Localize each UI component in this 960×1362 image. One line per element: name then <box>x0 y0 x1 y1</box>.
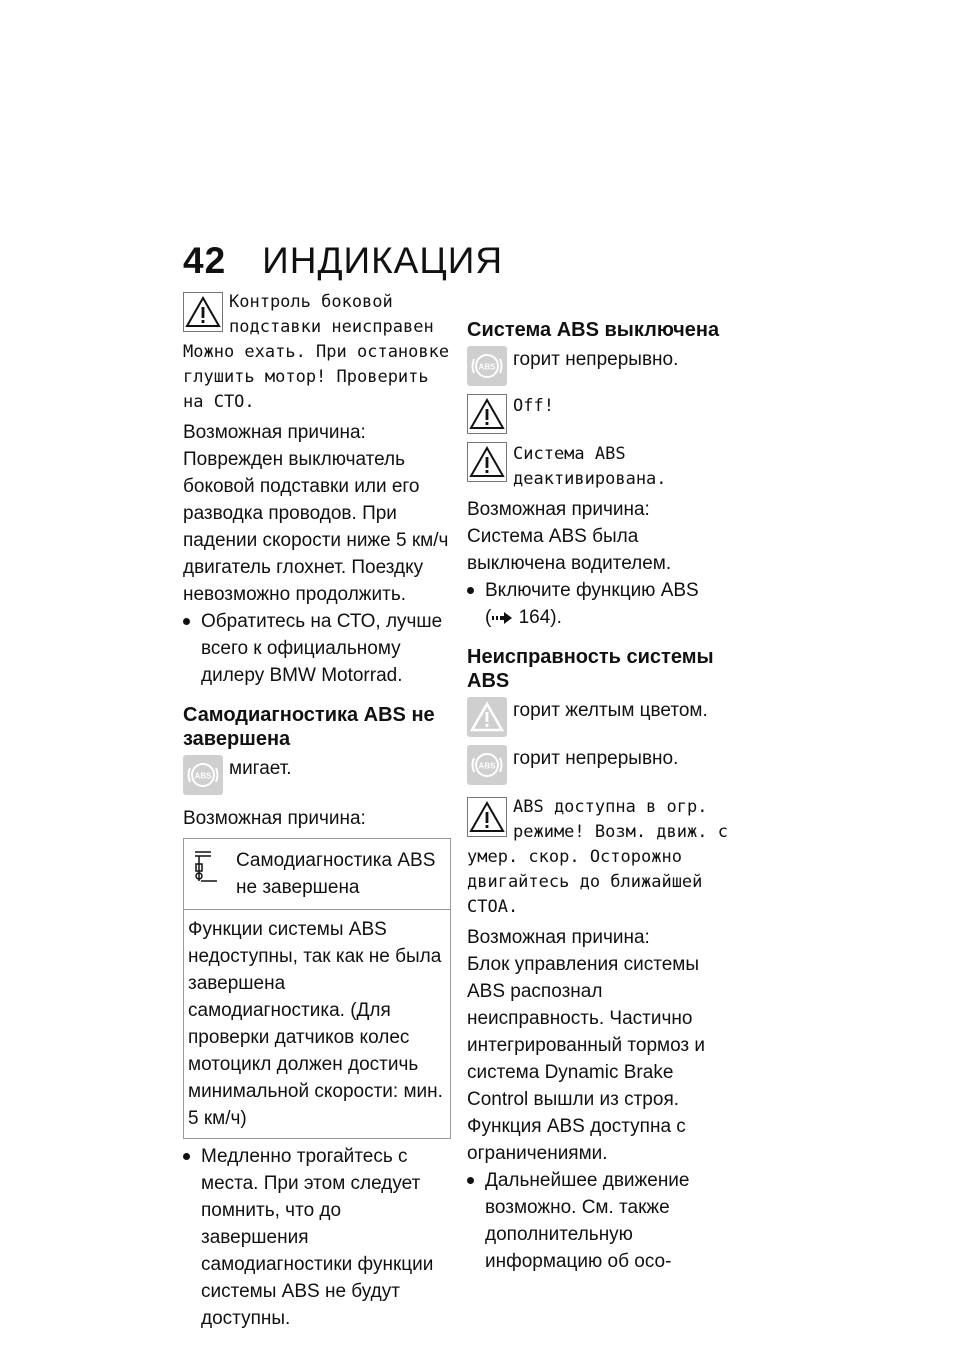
right-column <box>467 290 737 1275</box>
abs-yellow-row <box>467 697 737 737</box>
off-text: Off! <box>513 396 554 416</box>
svg-text:ABS: ABS <box>194 771 212 781</box>
info-box-header <box>184 839 450 910</box>
list-item <box>467 577 737 631</box>
list-item: Медленно трогайтесь с места. При этом следует помнить, что до завершения самодиагностики функции системы ABS не будут доступны. <box>183 1143 451 1332</box>
left-column <box>183 290 451 1332</box>
blink-status: мигает. <box>229 758 292 779</box>
abs-lit-row <box>467 745 737 785</box>
list-item: Дальнейшее движение возможно. См. также дополнительную информацию об осо- <box>467 1167 737 1275</box>
page-title: ИНДИКАЦИЯ <box>262 240 504 281</box>
warning-triangle-icon <box>467 394 507 434</box>
cause-text: Система ABS была выключена водителем. <box>467 526 672 574</box>
reference-arrow-icon <box>491 612 513 624</box>
warning-triangle-icon <box>467 797 507 837</box>
warning-triangle-icon <box>183 292 223 332</box>
page-header <box>183 240 503 282</box>
bullet-text: Включите функцию ABS <box>485 580 699 601</box>
cause-label: Возможная причина: <box>183 808 366 829</box>
info-box-body: Функции системы ABS недоступны, так как не была завершена самодиагностика. (Для проверки датчиков колес мотоцикл должен достичь минимальной скорости: мин. 5 км/ч) <box>188 919 443 1129</box>
cause-text: Поврежден выключатель боковой подставки или его разводка проводов. При падении скорости ниже 5 км/ч двигатель глохнет. Поездку невозможно продолжить. <box>183 449 449 605</box>
section-heading: Система ABS выключена <box>467 319 720 341</box>
lit-yellow-status: горит желтым цветом. <box>513 700 708 721</box>
lit-status: горит непрерывно. <box>513 349 679 370</box>
svg-text:ABS: ABS <box>478 362 496 372</box>
cause-text: Блок управления системы ABS распознал неисправность. Частично интегрированный тормоз и система Dynamic Brake Control вышли из строя. Функция ABS доступна с ограничениями. <box>467 954 706 1164</box>
abs-indicator-icon <box>467 346 507 386</box>
page-reference-number: 164). <box>518 607 562 628</box>
abs-limited-warning <box>467 795 737 920</box>
cause-label: Возможная причина: <box>183 422 366 443</box>
warning-triangle-icon <box>467 442 507 482</box>
abs-blink-row <box>183 755 451 795</box>
abs-indicator-icon <box>467 745 507 785</box>
deactivated-row <box>467 442 737 492</box>
info-box-title: Самодиагностика ABS не завершена <box>236 850 436 898</box>
abs-lit-row <box>467 346 737 386</box>
off-warning-row <box>467 394 737 434</box>
warning-text: Контроль боковой подставки неисправен Можно ехать. При остановке глушить мотор! Проверить на СТО. <box>183 292 450 412</box>
page-number: 42 <box>183 240 227 281</box>
section-heading: Самодиагностика ABS не завершена <box>183 704 435 750</box>
sidestand-icon <box>184 847 230 887</box>
page-reference[interactable]: ( 164). <box>485 607 562 628</box>
warning-text: ABS доступна в огр. режиме! Возм. движ. с умер. скор. Осторожно двигайтесь до ближайшей СТОА. <box>467 797 728 917</box>
info-box <box>183 838 451 1139</box>
svg-text:ABS: ABS <box>478 761 496 771</box>
cause-label: Возможная причина: <box>467 499 650 520</box>
deactivated-text: Система ABS деактивирована. <box>513 444 667 489</box>
section-heading: Неисправность системы ABS <box>467 646 714 692</box>
lit-status: горит непрерывно. <box>513 748 679 769</box>
abs-indicator-icon <box>183 755 223 795</box>
list-item: Обратитесь на СТО, лучше всего к официальному дилеру BMW Motorrad. <box>183 608 451 689</box>
warning-triangle-filled-icon <box>467 697 507 737</box>
sidestand-warning <box>183 290 451 415</box>
cause-label: Возможная причина: <box>467 927 650 948</box>
